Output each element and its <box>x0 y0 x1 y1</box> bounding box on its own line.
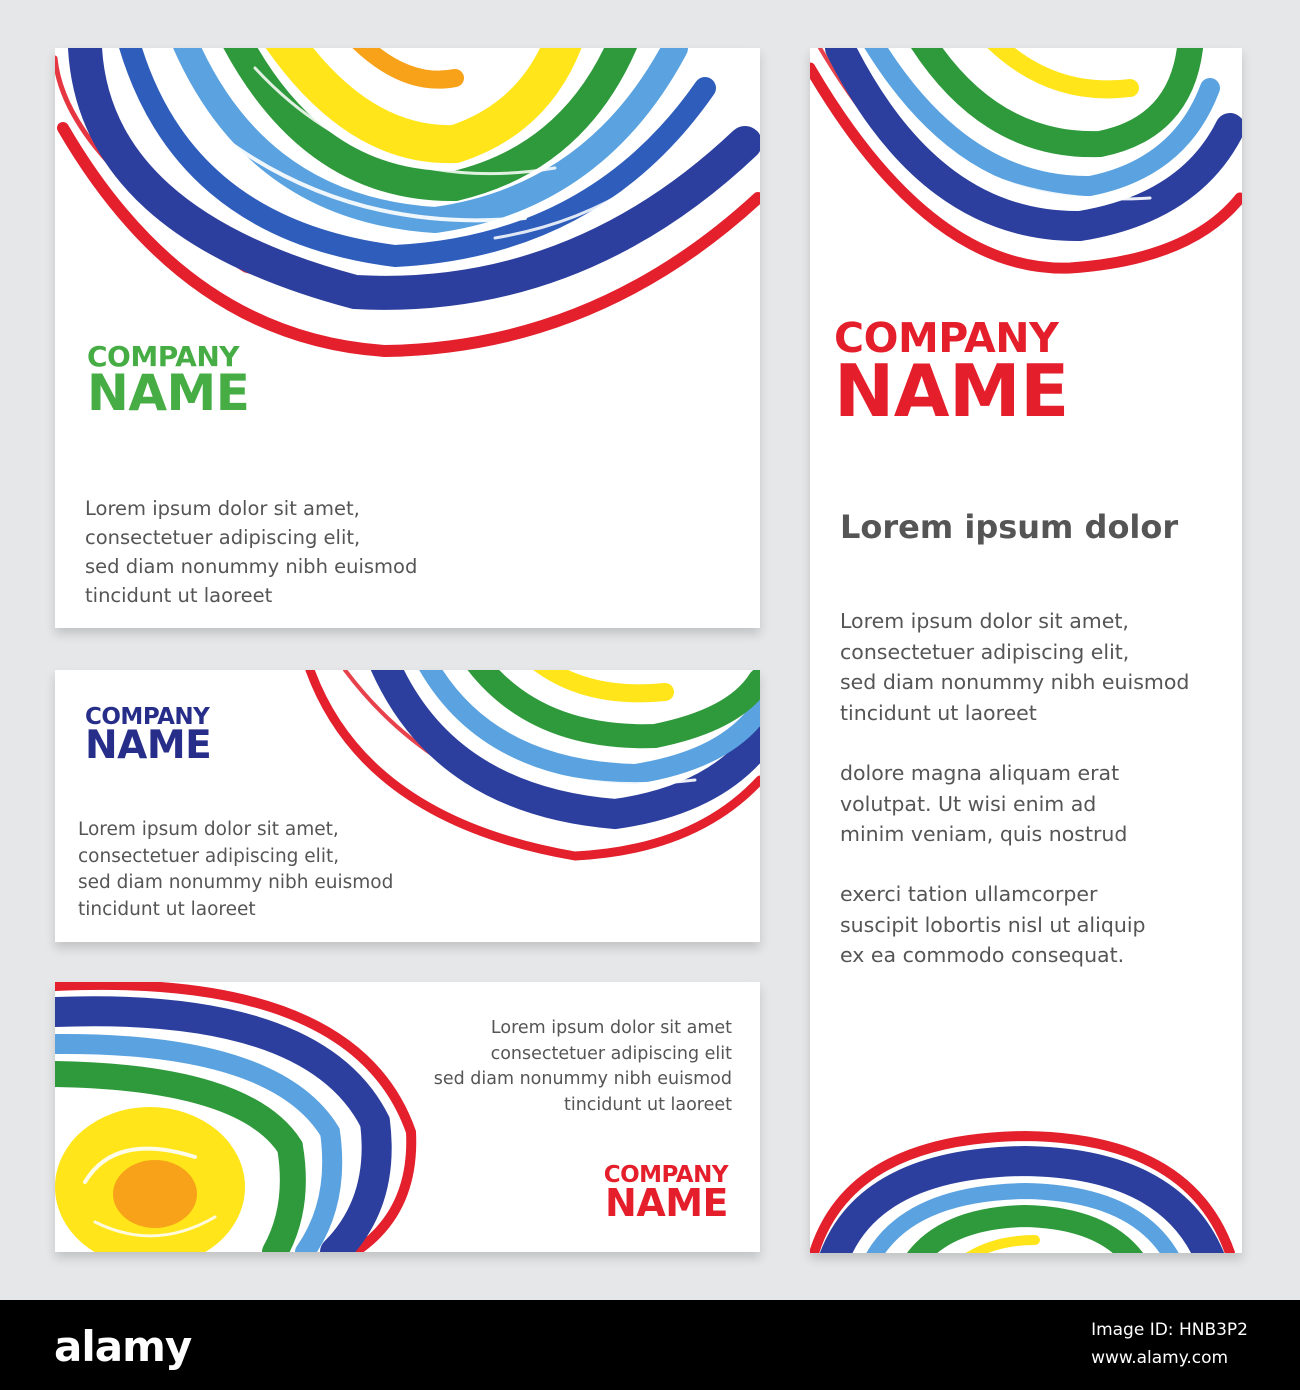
body-line: Lorem ipsum dolor sit amet, <box>840 609 1129 633</box>
body-text <box>840 758 1127 850</box>
company-name <box>834 314 1069 433</box>
body-text <box>78 817 393 923</box>
stock-meta <box>1091 1316 1248 1372</box>
company-name-line1: COMPANY <box>603 1162 728 1188</box>
company-name <box>87 340 250 422</box>
body-line: volutpat. Ut wisi enim ad <box>840 791 1097 816</box>
body-text <box>840 606 1189 728</box>
site-url-text: www.alamy.com <box>1091 1348 1229 1368</box>
body-line: tincidunt ut laoreet <box>563 1094 732 1115</box>
body-line: consectetuer adipiscing elit, <box>840 639 1130 664</box>
stock-footer-bar <box>0 1300 1300 1390</box>
body-line: Lorem ipsum dolor sit amet, <box>85 497 360 520</box>
body-line: sed diam nonummy nibh euismod <box>840 670 1190 694</box>
body-text <box>434 1016 732 1118</box>
image-id-text: Image ID: HNB3P2 <box>1091 1320 1248 1340</box>
template-card-business <box>55 670 760 942</box>
body-line: exerci tation ullamcorper <box>840 882 1098 906</box>
body-line: ex ea commodo consequat. <box>840 943 1125 967</box>
stock-logo: alamy <box>54 1322 192 1371</box>
template-card-flyer <box>810 48 1242 1253</box>
body-line: Lorem ipsum dolor sit amet <box>490 1018 732 1038</box>
company-name-line2: NAME <box>605 1181 728 1226</box>
body-line: minim veniam, quis nostrud <box>840 822 1128 846</box>
watercolor-swirl-graphic <box>55 48 760 373</box>
company-name-line1: COMPANY <box>87 340 240 373</box>
body-line: tincidunt ut laoreet <box>840 700 1037 725</box>
company-name-line1: COMPANY <box>85 704 210 730</box>
company-name-line2: NAME <box>87 363 250 422</box>
body-line: dolore magna aliquam erat <box>840 761 1120 785</box>
body-line: tincidunt ut laoreet <box>85 584 273 607</box>
template-card-landscape <box>55 48 760 628</box>
body-line: sed diam nonummy nibh euismod <box>78 872 394 893</box>
body-line: consectetuer adipiscing elit <box>490 1043 732 1064</box>
template-card-business <box>55 982 760 1252</box>
body-line: Lorem ipsum dolor sit amet, <box>78 819 339 840</box>
company-name-line1: COMPANY <box>834 314 1059 362</box>
company-name <box>85 704 212 769</box>
body-text <box>840 879 1146 971</box>
body-line: sed diam nonummy nibh euismod <box>85 555 418 578</box>
body-line: consectetuer adipiscing elit, <box>78 845 340 867</box>
flyer-heading: Lorem ipsum dolor <box>840 508 1179 546</box>
company-name <box>603 1162 728 1226</box>
body-line: tincidunt ut laoreet <box>78 898 256 920</box>
company-name-line2: NAME <box>834 348 1069 433</box>
body-line: suscipit lobortis nisl ut aliquip <box>840 912 1146 937</box>
body-line: consectetuer adipiscing elit, <box>85 526 361 549</box>
body-line: sed diam nonummy nibh euismod <box>433 1069 732 1089</box>
company-name-line2: NAME <box>85 723 212 769</box>
body-text <box>85 494 417 610</box>
